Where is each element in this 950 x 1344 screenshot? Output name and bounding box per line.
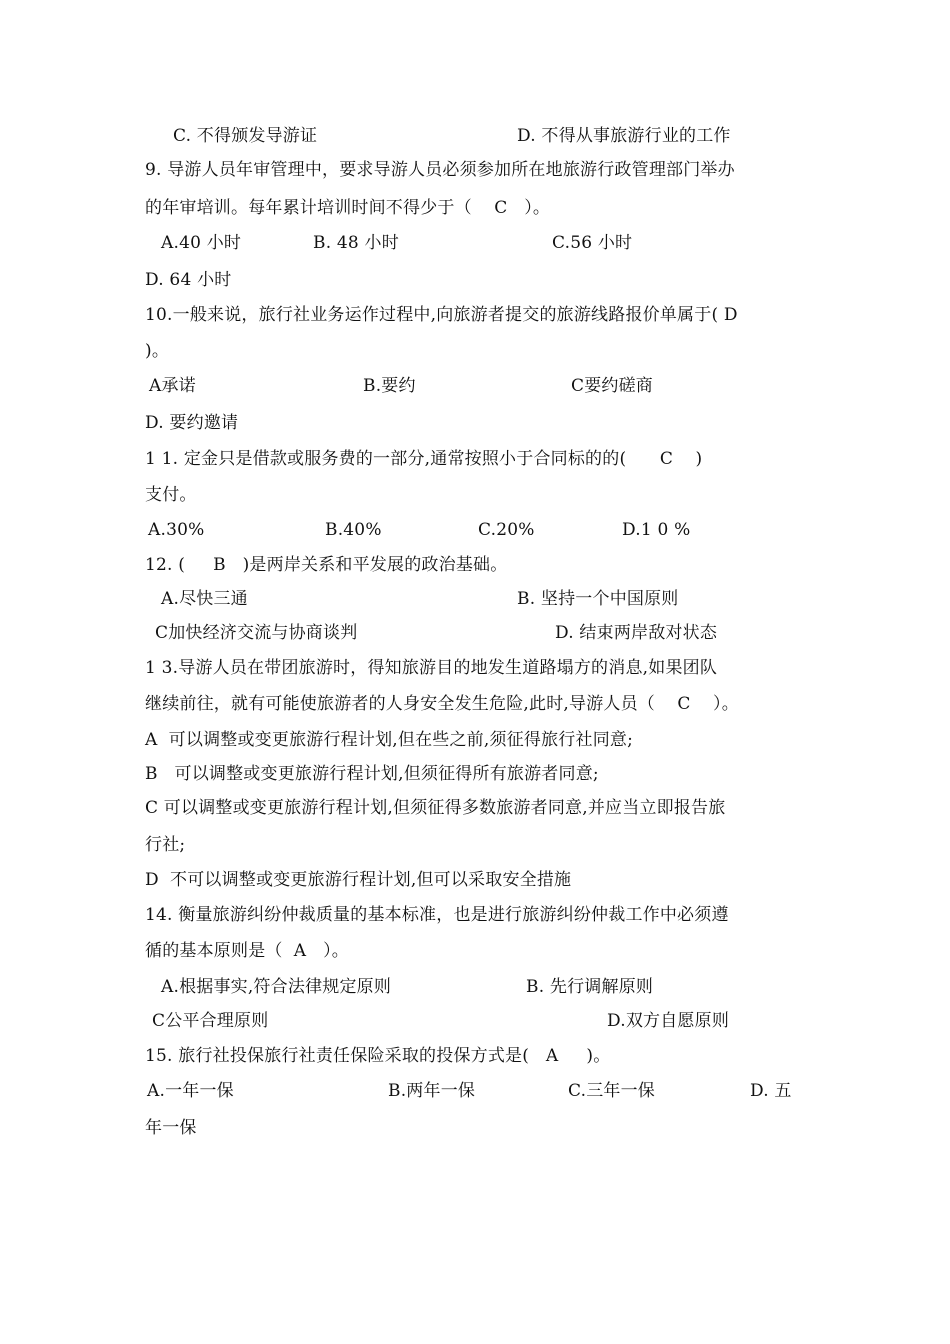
q13-option-b: B 可以调整或变更旅游行程计划,但须征得所有旅游者同意; bbox=[145, 764, 599, 784]
q14-option-b: B. 先行调解原则 bbox=[526, 977, 654, 997]
q13-option-c-line2: 行社; bbox=[145, 835, 186, 855]
q14-stem-line2: 循的基本原则是（ A ）。 bbox=[145, 941, 349, 961]
q14-option-d: D.双方自愿原则 bbox=[607, 1011, 730, 1031]
q10-option-a: A承诺 bbox=[149, 376, 196, 396]
q10-option-b: B.要约 bbox=[363, 376, 416, 396]
q12-option-a: A.尽快三通 bbox=[161, 589, 248, 609]
q9-stem-line2: 的年审培训。每年累计培训时间不得少于（ C ）。 bbox=[145, 198, 551, 218]
q15-option-b: B.两年一保 bbox=[388, 1081, 498, 1101]
q10-option-c: C要约磋商 bbox=[571, 376, 654, 396]
q9-option-a: A.40 小时 bbox=[161, 233, 242, 253]
q13-option-d: D 不可以调整或变更旅游行程计划,但可以采取安全措施 bbox=[145, 870, 572, 890]
q11-option-a: A.30% bbox=[148, 520, 205, 540]
q12-stem: 12. ( B )是两岸关系和平发展的政治基础。 bbox=[145, 555, 508, 575]
q13-stem-line1: 1 3.导游人员在带团旅游时，得知旅游目的地发生道路塌方的消息,如果团队 bbox=[145, 658, 718, 678]
q12-option-d: D. 结束两岸敌对状态 bbox=[555, 623, 718, 643]
q8-option-c: C. 不得颁发导游证 bbox=[173, 126, 318, 146]
q12-option-c: C加快经济交流与协商谈判 bbox=[155, 623, 358, 643]
q13-option-a: A 可以调整或变更旅游行程计划,但在些之前,须征得旅行社同意; bbox=[145, 730, 634, 750]
q10-stem-line1: 10.一般来说，旅行社业务运作过程中,向旅游者提交的旅游线路报价单属于( D bbox=[145, 305, 738, 325]
q11-stem-line2: 支付。 bbox=[145, 485, 197, 505]
q11-option-c: C.20% bbox=[478, 520, 535, 540]
q12-option-b: B. 坚持一个中国原则 bbox=[517, 589, 679, 609]
q15-option-c: C.三年一保 bbox=[568, 1081, 656, 1101]
q14-option-a: A.根据事实,符合法律规定原则 bbox=[161, 977, 392, 997]
q15-option-d-line2: 年一保 bbox=[145, 1118, 197, 1138]
q14-option-c: C公平合理原则 bbox=[152, 1011, 269, 1031]
q9-option-b: B. 48 小时 bbox=[313, 233, 399, 253]
q15-option-a: A.一年一保 bbox=[147, 1081, 234, 1101]
q10-option-d: D. 要约邀请 bbox=[145, 413, 239, 433]
q8-option-d: D. 不得从事旅游行业的工作 bbox=[517, 126, 731, 146]
q15-stem: 15. 旅行社投保旅行社责任保险采取的投保方式是( A )。 bbox=[145, 1046, 611, 1066]
q9-option-c: C.56 小时 bbox=[552, 233, 633, 253]
q13-stem-line2: 继续前往，就有可能使旅游者的人身安全发生危险,此时,导游人员（ C ）。 bbox=[145, 694, 739, 714]
q15-option-d: D. 五 bbox=[750, 1081, 792, 1101]
q11-option-b: B.40% bbox=[325, 520, 382, 540]
q10-stem-line2: )。 bbox=[145, 341, 170, 361]
q13-option-c-line1: C 可以调整或变更旅游行程计划,但须征得多数旅游者同意,并应当立即报告旅 bbox=[145, 798, 726, 818]
q11-option-d: D.1 0 % bbox=[622, 520, 691, 540]
q9-stem-line1: 9. 导游人员年审管理中，要求导游人员必须参加所在地旅游行政管理部门举办 bbox=[145, 160, 735, 180]
q11-stem-line1: 1 1. 定金只是借款或服务费的一部分,通常按照小于合同标的的( C ) bbox=[145, 449, 703, 469]
q9-option-d: D. 64 小时 bbox=[145, 270, 232, 290]
q14-stem-line1: 14. 衡量旅游纠纷仲裁质量的基本标准，也是进行旅游纠纷仲裁工作中必须遵 bbox=[145, 905, 729, 925]
